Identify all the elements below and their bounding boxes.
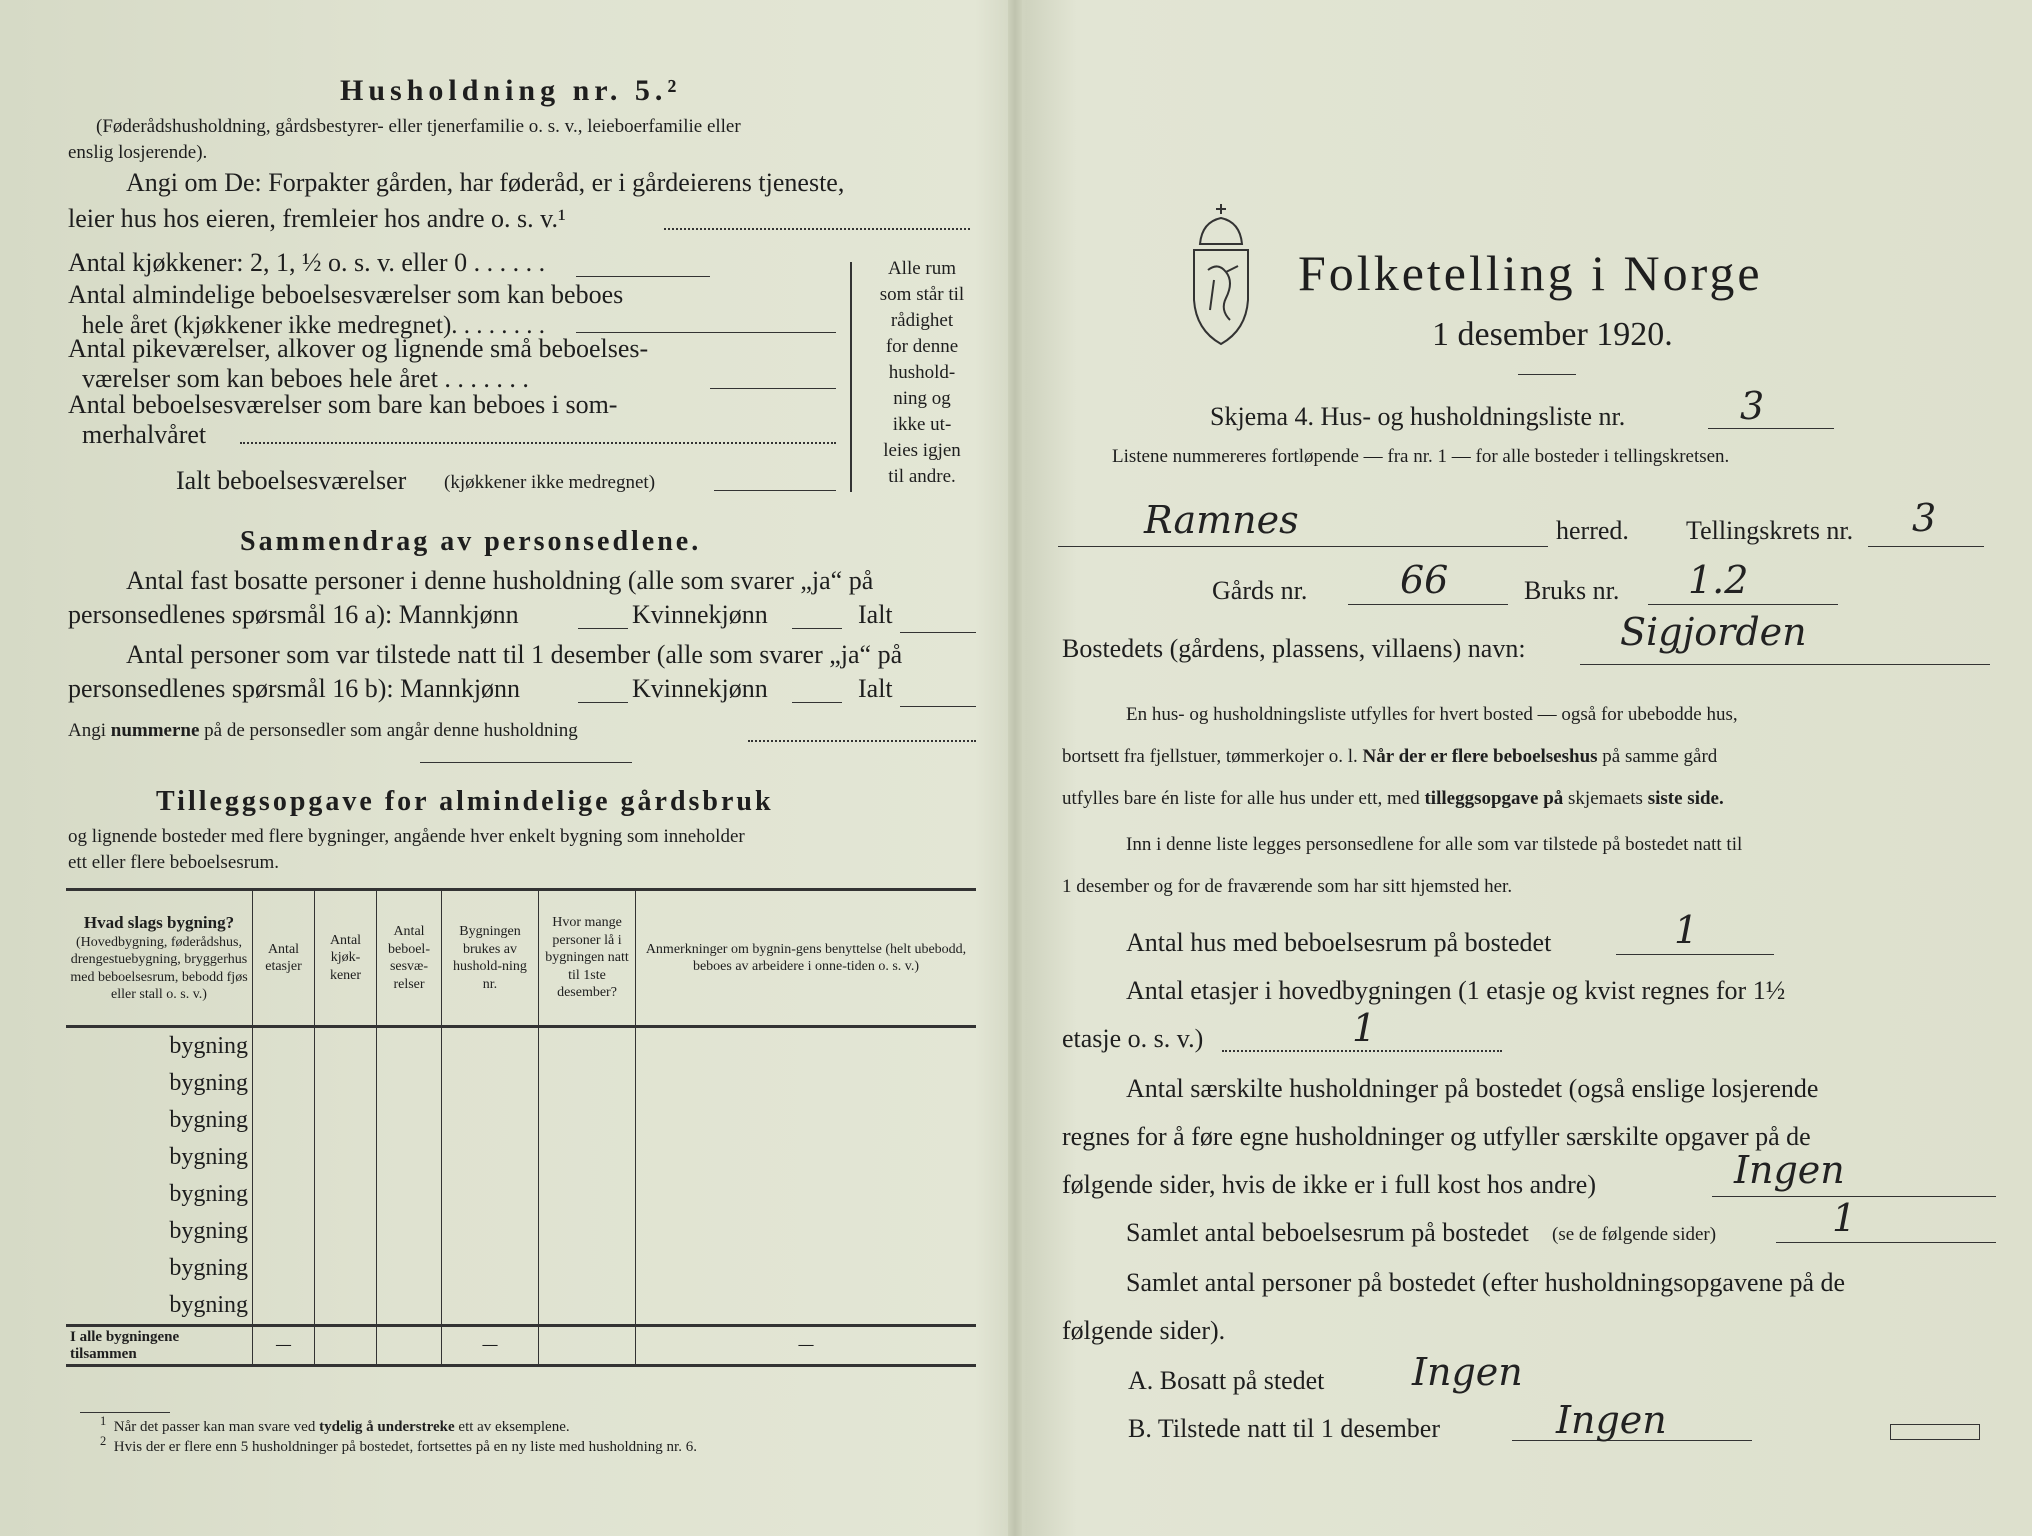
total-rooms-answer-line <box>714 490 836 491</box>
row-building-label: bygning <box>169 1107 248 1133</box>
krets-label: Tellingskrets nr. <box>1686 516 1854 545</box>
page-fold <box>1008 0 1022 1536</box>
row-cell <box>636 1065 977 1102</box>
row-cell <box>636 1176 977 1213</box>
info-line-1: En hus- og husholdningsliste utfylles for hvert bosted — også for ubebodde hus, <box>1126 704 1738 725</box>
ordinary-rooms-q1: Antal almindelige beboelsesværelser som kan beboes <box>68 280 624 309</box>
summary-2a: Antal personer som var tilstede natt til 1 desember (alle som svarer „ja“ på <box>126 640 903 669</box>
row-building-label: bygning <box>169 1070 248 1096</box>
summer-rooms-q2: merhalvåret <box>82 420 207 449</box>
row-cell <box>315 1065 377 1102</box>
rooms-answer-line <box>1776 1242 1996 1243</box>
table-row <box>66 1027 976 1066</box>
floors-value: 1 <box>1352 1006 1377 1050</box>
info-line-2: bortsett fra fjellstuer, tømmerkojer o. l. Når der er flere beboelseshus på samme gård <box>1062 746 1718 767</box>
row-building-label: bygning <box>169 1181 248 1207</box>
row-cell <box>636 1250 977 1287</box>
row-cell <box>377 1065 442 1102</box>
col-rooms: Antal beboel-sesvæ-relser <box>377 890 442 1027</box>
row-building-label: bygning <box>169 1144 248 1170</box>
total-label-1: Ialt <box>858 600 893 629</box>
male-line-1 <box>578 628 628 629</box>
row-cell <box>253 1213 315 1250</box>
ordinary-rooms-q2: hele året (kjøkkener ikke medregnet). . . . . . . . <box>82 312 546 339</box>
rooms-brace <box>850 262 852 492</box>
info-line-4: Inn i denne liste legges personsedlene for alle som var tilstede på bostedet natt til <box>1126 834 1743 855</box>
herred-answer-line <box>1058 546 1548 547</box>
total-persons <box>539 1326 636 1366</box>
floors-answer-line <box>1222 1050 1502 1052</box>
row-building-label: bygning <box>169 1255 248 1281</box>
row-cell <box>377 1139 442 1176</box>
male-line-2 <box>578 702 628 703</box>
total-line-2 <box>900 706 976 707</box>
total-line-1 <box>900 632 976 633</box>
houses-question: Antal hus med beboelsesrum på bostedet <box>1126 928 1552 957</box>
footnote-rule <box>80 1412 170 1413</box>
row-cell <box>442 1213 539 1250</box>
table-row <box>66 1102 976 1139</box>
bosted-answer-line <box>1580 664 1990 665</box>
households-question-2: regnes for å føre egne husholdninger og utfyller særskilte opgaver på de <box>1062 1122 1811 1151</box>
ordinary-rooms-answer-line <box>576 332 836 333</box>
schema-answer-line <box>1708 428 1834 429</box>
present-value: Ingen <box>1556 1398 1667 1442</box>
col-household: Bygningen brukes av hushold-ning nr. <box>442 890 539 1027</box>
rooms-question: Samlet antal beboelsesrum på bostedet <box>1126 1218 1529 1247</box>
row-cell <box>253 1250 315 1287</box>
numbers-line: Angi nummerne på de personsedler som angår denne husholdning <box>68 720 578 741</box>
households-question-3: følgende sider, hvis de ikke er i full kost hos andre) <box>1062 1170 1596 1199</box>
row-cell <box>315 1176 377 1213</box>
supplement-title: Tilleggsopgave for almindelige gårdsbruk <box>156 786 774 817</box>
households-question-1: Antal særskilte husholdninger på bostedet (også enslige losjerende <box>1126 1074 1819 1103</box>
summer-rooms-answer-line <box>240 442 836 444</box>
info-line-5: 1 desember og for de fraværende som har sitt hjemsted her. <box>1062 876 1513 897</box>
summary-2b: personsedlenes spørsmål 16 b): Mannkjønn <box>68 674 521 703</box>
female-label-2: Kvinnekjønn <box>632 674 768 703</box>
total-remarks: — <box>636 1326 977 1366</box>
table-row <box>66 1287 976 1326</box>
section-divider <box>420 762 632 763</box>
right-page <box>1022 0 2032 1536</box>
table-row <box>66 1176 976 1213</box>
row-cell <box>377 1027 442 1066</box>
bruks-label: Bruks nr. <box>1524 576 1620 605</box>
building-table <box>66 888 976 1367</box>
female-label-1: Kvinnekjønn <box>632 600 768 629</box>
krets-value: 3 <box>1912 496 1937 540</box>
kitchens-question: Antal kjøkkener: 2, 1, ½ o. s. v. eller 0 . . . . . . <box>68 248 546 277</box>
rooms-value: 1 <box>1832 1196 1857 1240</box>
schema-label: Skjema 4. Hus- og husholdningsliste nr. <box>1210 402 1626 431</box>
total-floors: — <box>253 1326 315 1366</box>
bruks-value: 1.2 <box>1688 558 1749 602</box>
row-cell <box>442 1065 539 1102</box>
coat-of-arms-icon <box>1180 200 1262 348</box>
row-cell <box>253 1027 315 1066</box>
numbering-note: Listene nummereres fortløpende — fra nr. 1 — for alle bosteder i tellingskretsen. <box>1112 446 1730 467</box>
numbers-answer-line <box>748 740 976 742</box>
herred-label: herred. <box>1556 516 1629 545</box>
rooms-side-note: Alle rum som står til rådighet for denne hushold- ning og ikke ut- leies igjen til andre. <box>879 258 965 487</box>
row-cell <box>539 1065 636 1102</box>
herred-value: Ramnes <box>1144 498 1299 542</box>
row-building-label: bygning <box>169 1292 248 1318</box>
row-cell <box>539 1213 636 1250</box>
bosted-value: Sigjorden <box>1620 610 1807 654</box>
row-cell <box>315 1139 377 1176</box>
row-cell <box>315 1102 377 1139</box>
row-cell <box>636 1102 977 1139</box>
row-cell <box>442 1287 539 1326</box>
supplement-line-1: og lignende bosteder med flere bygninger, angående hver enkelt bygning som inneholder <box>68 826 745 847</box>
left-page <box>0 0 1010 1536</box>
row-cell <box>253 1065 315 1102</box>
summary-1a: Antal fast bosatte personer i denne husholdning (alle som svarer „ja“ på <box>126 566 874 595</box>
rooms-note: (se de følgende sider) <box>1552 1224 1717 1245</box>
table-row <box>66 1065 976 1102</box>
intro-line-1: (Føderådshusholdning, gårdsbestyrer- eller tjenerfamilie o. s. v., leieboerfamilie eller <box>96 116 741 137</box>
row-cell <box>315 1287 377 1326</box>
row-cell <box>442 1250 539 1287</box>
total-kitchens <box>315 1326 377 1366</box>
total-rooms-note: (kjøkkener ikke medregnet) <box>444 472 656 493</box>
maid-rooms-q1: Antal pikeværelser, alkover og lignende små beboelses- <box>68 334 649 363</box>
row-cell <box>253 1102 315 1139</box>
maid-rooms-answer-line <box>710 388 836 389</box>
gards-value: 66 <box>1400 558 1449 602</box>
total-rooms <box>377 1326 442 1366</box>
row-cell <box>539 1102 636 1139</box>
title-divider <box>1518 374 1576 375</box>
row-cell <box>377 1213 442 1250</box>
maid-rooms-q2: værelser som kan beboes hele året . . . . . . . <box>82 364 529 393</box>
household-title: Husholdning nr. 5.² <box>340 74 682 107</box>
row-cell <box>377 1250 442 1287</box>
krets-answer-line <box>1868 546 1984 547</box>
col-building-type: Hvad slags bygning? (Hovedbygning, føderådshus, drengestuebygning, bryggerhus med beboelsesrum, bebodd fjøs eller stall o. s. v.) <box>66 890 253 1027</box>
row-cell <box>315 1027 377 1066</box>
row-cell <box>315 1213 377 1250</box>
table-row <box>66 1213 976 1250</box>
row-cell <box>539 1027 636 1066</box>
table-body <box>66 1027 976 1326</box>
col-remarks: Anmerkninger om bygnin-gens benyttelse (helt ubebodd, beboes av arbeidere i onne-tiden o. s. v.) <box>636 890 977 1027</box>
intro-line-2: enslig losjerende). <box>68 142 208 163</box>
footnote-1: $^1$ Når det passer kan man svare ved tydelig å understreke ett av eksemplene. <box>100 1414 570 1435</box>
present-label: B. Tilstede natt til 1 desember <box>1128 1414 1440 1443</box>
intro-line-3: Angi om De: Forpakter gården, har føderåd, er i gårdeierens tjeneste, <box>126 168 845 197</box>
row-cell <box>539 1176 636 1213</box>
gards-label: Gårds nr. <box>1212 576 1308 605</box>
resident-value: Ingen <box>1412 1350 1523 1394</box>
tenure-answer-line <box>664 228 970 230</box>
floors-question-1: Antal etasjer i hovedbygningen (1 etasje og kvist regnes for 1½ <box>1126 976 1786 1005</box>
info-line-3: utfylles bare én liste for alle hus under ett, med tilleggsopgave på skjemaets siste side. <box>1062 788 1724 809</box>
female-line-2 <box>792 702 842 703</box>
row-cell <box>442 1027 539 1066</box>
households-value: Ingen <box>1734 1148 1845 1192</box>
supplement-line-2: ett eller flere beboelsesrum. <box>68 852 280 873</box>
total-rooms-label: Ialt beboelsesværelser <box>176 466 407 495</box>
row-cell <box>636 1213 977 1250</box>
row-cell <box>539 1139 636 1176</box>
row-cell <box>377 1176 442 1213</box>
summary-title: Sammendrag av personsedlene. <box>240 526 702 557</box>
printer-stamp <box>1890 1424 1980 1440</box>
row-cell <box>315 1250 377 1287</box>
table-row <box>66 1250 976 1287</box>
summer-rooms-q1: Antal beboelsesværelser som bare kan beboes i som- <box>68 390 618 419</box>
gards-answer-line <box>1348 604 1508 605</box>
row-cell <box>253 1139 315 1176</box>
kitchens-answer-line <box>576 276 710 277</box>
row-cell <box>636 1027 977 1066</box>
row-cell <box>253 1287 315 1326</box>
col-persons: Hvor mange personer lå i bygningen natt til 1ste desember? <box>539 890 636 1027</box>
row-cell <box>377 1287 442 1326</box>
table-header <box>66 890 976 1027</box>
floors-question-2: etasje o. s. v.) <box>1062 1024 1204 1053</box>
row-cell <box>636 1287 977 1326</box>
persons-question-1: Samlet antal personer på bostedet (efter husholdningsopgavene på de <box>1126 1268 1846 1297</box>
bruks-answer-line <box>1648 604 1838 605</box>
row-cell <box>442 1176 539 1213</box>
row-building-label: bygning <box>169 1033 248 1059</box>
total-household: — <box>442 1326 539 1366</box>
row-cell <box>539 1287 636 1326</box>
row-building-label: bygning <box>169 1218 248 1244</box>
houses-answer-line <box>1616 954 1774 955</box>
resident-label: A. Bosatt på stedet <box>1128 1366 1325 1395</box>
row-cell <box>442 1139 539 1176</box>
col-kitchens: Antal kjøk-kener <box>315 890 377 1027</box>
row-cell <box>253 1176 315 1213</box>
total-row-label: I alle bygningene tilsammen <box>70 1328 180 1362</box>
total-label-2: Ialt <box>858 674 893 703</box>
census-title: Folketelling i Norge <box>1298 245 1763 301</box>
row-cell <box>539 1250 636 1287</box>
intro-line-4: leier hus hos eieren, fremleier hos andre o. s. v.¹ <box>68 204 566 233</box>
table-row <box>66 1139 976 1176</box>
houses-value: 1 <box>1674 908 1699 952</box>
table-total-row <box>66 1326 976 1366</box>
bosted-label: Bostedets (gårdens, plassens, villaens) navn: <box>1062 634 1526 663</box>
schema-value: 3 <box>1740 384 1765 428</box>
footnote-2: $^2$ Hvis der er flere enn 5 husholdninger på bostedet, fortsettes på en ny liste med husholdning nr. 6. <box>100 1434 697 1455</box>
persons-question-2: følgende sider). <box>1062 1316 1226 1345</box>
census-date: 1 desember 1920. <box>1432 316 1673 353</box>
summary-1b: personsedlenes spørsmål 16 a): Mannkjønn <box>68 600 519 629</box>
row-cell <box>636 1139 977 1176</box>
female-line-1 <box>792 628 842 629</box>
row-cell <box>442 1102 539 1139</box>
col-floors: Antal etasjer <box>253 890 315 1027</box>
row-cell <box>377 1102 442 1139</box>
